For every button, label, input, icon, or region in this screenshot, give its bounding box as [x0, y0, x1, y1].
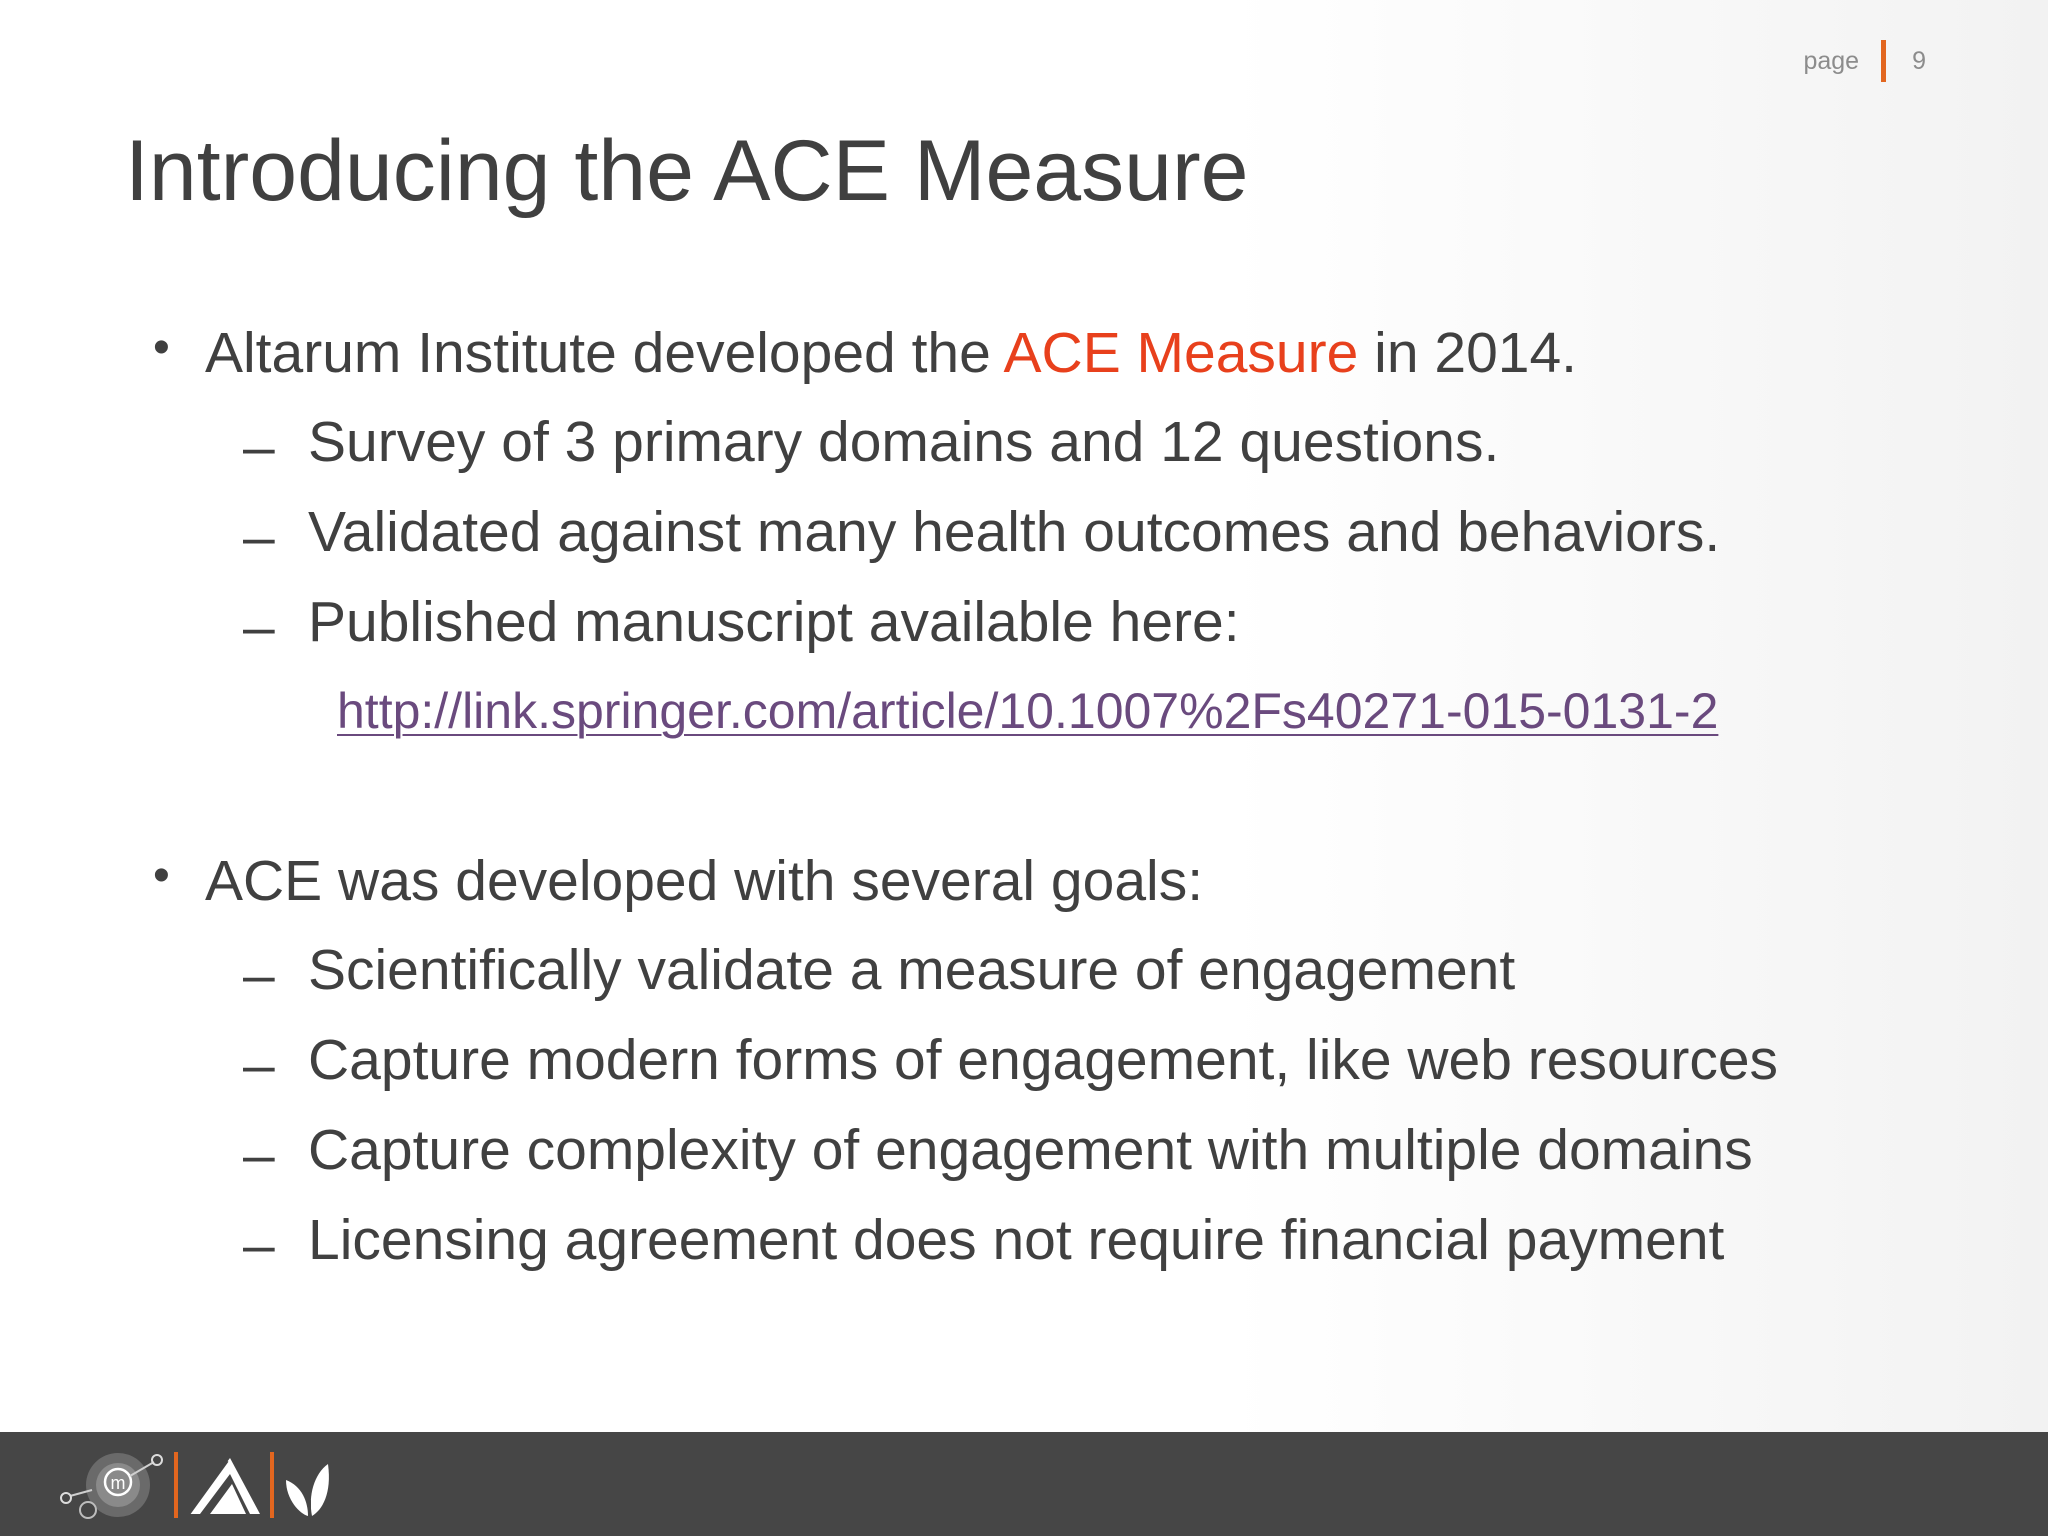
sub-bullet-item: Scientifically validate a measure of engagement	[308, 938, 1516, 1002]
dash-glyph: –	[243, 1213, 275, 1277]
manuscript-link[interactable]: http://link.springer.com/article/10.1007%2Fs40271-015-0131-2	[337, 683, 1719, 739]
dash-glyph: –	[243, 943, 275, 1007]
page-label: page	[1803, 46, 1860, 75]
page-indicator	[1803, 40, 1926, 82]
dash-glyph: –	[243, 415, 275, 479]
dash-glyph: –	[243, 505, 275, 569]
logo-separator	[174, 1452, 178, 1518]
page-separator	[1881, 40, 1886, 82]
leaf-logo-icon	[286, 1464, 329, 1516]
page-number: 9	[1912, 46, 1926, 75]
bullet-glyph: •	[153, 849, 170, 902]
dash-glyph: –	[243, 1033, 275, 1097]
molecule-m-logo-icon	[61, 1453, 162, 1518]
logo-letter: m	[110, 1473, 126, 1493]
mountain-logo-icon	[184, 1458, 260, 1518]
dash-glyph: –	[243, 595, 275, 659]
bullet-item	[205, 321, 1578, 385]
dash-glyph: –	[243, 1123, 275, 1187]
bullet-glyph: •	[153, 321, 170, 374]
sub-bullet-item: Licensing agreement does not require financial payment	[308, 1208, 1725, 1272]
footer-logos	[50, 1440, 370, 1530]
ace-measure-highlight: ACE Measure	[1003, 321, 1359, 385]
sub-bullet-item: Published manuscript available here:	[308, 590, 1240, 654]
sub-bullet-item: Validated against many health outcomes and behaviors.	[308, 500, 1721, 564]
sub-bullet-item: Survey of 3 primary domains and 12 questions.	[308, 410, 1500, 474]
logo-separator	[270, 1452, 274, 1518]
bullet-item: ACE was developed with several goals:	[205, 849, 1204, 913]
sub-bullet-item: Capture complexity of engagement with multiple domains	[308, 1118, 1753, 1182]
bullet-text-post: in 2014.	[1358, 321, 1578, 385]
bullet-text-pre: Altarum Institute developed the	[205, 321, 1004, 385]
sub-bullet-item: Capture modern forms of engagement, like web resources	[308, 1028, 1779, 1092]
slide-title: Introducing the ACE Measure	[125, 123, 1249, 219]
